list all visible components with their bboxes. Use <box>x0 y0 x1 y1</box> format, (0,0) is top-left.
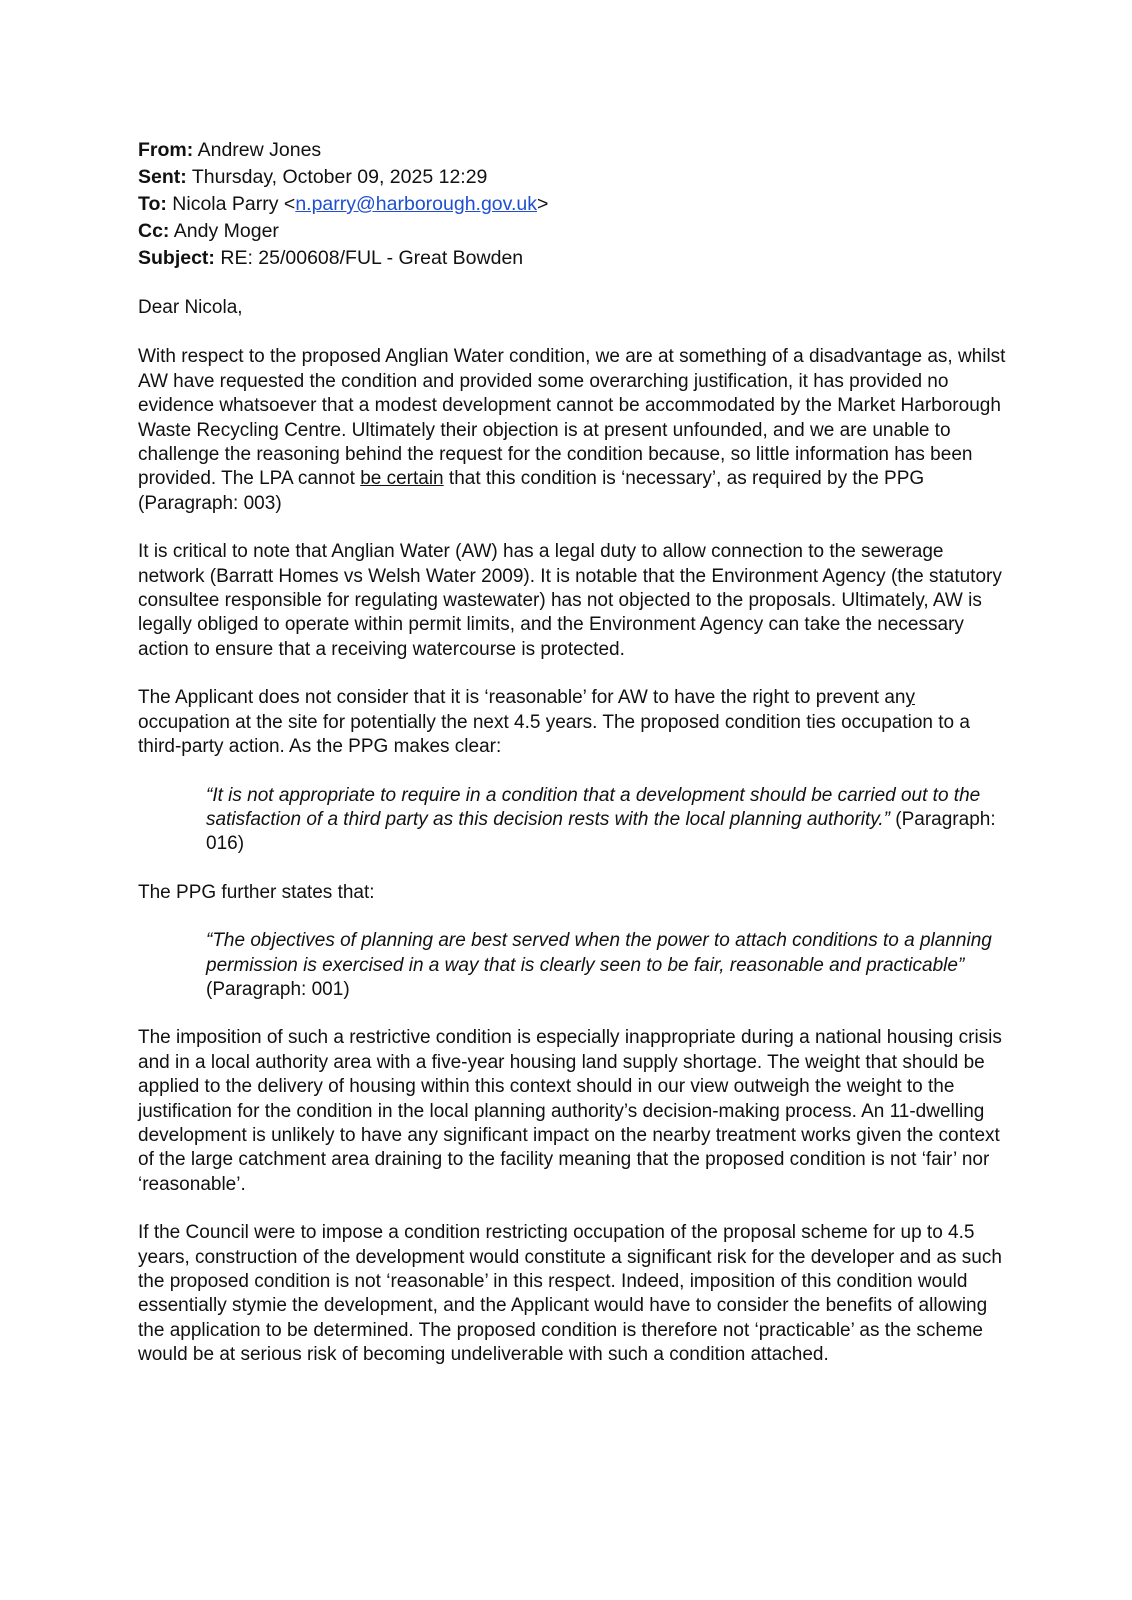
email-document <box>138 137 1008 1392</box>
para3-text-end: occupation at the site for potentially the next 4.5 years. The proposed condition ties occupation to a third-party action. As the PPG makes clear: <box>138 711 970 758</box>
sent-value: Thursday, October 09, 2025 12:29 <box>191 166 488 188</box>
sent-label: Sent: <box>138 166 187 188</box>
para1-text-start: With respect to the proposed Anglian Water condition, we are at something of a disadvantage as, whilst AW have requested the condition and provided some overarching justification, it has provided no evidence whatsoever that a modest development cannot be accommodated by the Market Harborough Waste Recycling Centre. Ultimately their objection is at present unfounded, and we are unable to challenge the reasoning behind the request for the condition because, so little information has been provided. The LPA cannot <box>138 346 1006 490</box>
from-line <box>138 137 1008 164</box>
paragraph-legal-duty: It is critical to note that Anglian Water (AW) has a legal duty to allow connection to the sewerage network (Barratt Homes vs Welsh Water 2009). It is notable that the Environment Agency (the statutory consultee responsible for regulating wastewater) has not objected to the proposals. Ultimately, AW is legally obliged to operate within permit limits, and the Environment Agency can take the necessary action to ensure that a receiving watercourse is protected. <box>138 541 1002 660</box>
subject-line <box>138 245 1008 272</box>
paragraph-housing-crisis: The imposition of such a restrictive condition is especially inappropriate during a national housing crisis and in a local authority area with a five-year housing land supply shortage. The weight that should be applied to the delivery of housing within this context should in our view outweigh the weight to the justification for the condition in the local planning authority’s decision-making process. An 11-dwelling development is unlikely to have any significant impact on the nearby treatment works given the context of the large catchment area draining to the facility meaning that the proposed condition is not ‘fair’ nor ‘reasonable’. <box>138 1027 1002 1195</box>
from-label: From: <box>138 139 194 161</box>
to-close-bracket: > <box>536 193 549 215</box>
paragraph-reasonable <box>138 686 1008 759</box>
greeting: Dear Nicola, <box>138 297 243 318</box>
para1-text-end: that this condition is ‘necessary’, as required by the PPG (Paragraph: 003) <box>138 468 925 514</box>
cc-label: Cc: <box>138 220 170 242</box>
para1-underlined: be certain <box>360 468 444 490</box>
para3-underlined: y <box>905 687 915 709</box>
cc-value: Andy Moger <box>173 220 279 242</box>
cc-line <box>138 218 1008 245</box>
sent-line <box>138 164 1008 191</box>
quote1-text: “It is not appropriate to require in a condition that a development should be carried out to the satisfaction of a third party as this decision rests with the local planning authority.” <box>206 784 981 830</box>
quote-third-party <box>206 784 996 857</box>
quote-objectives <box>206 929 996 1002</box>
quote1-reference: (Paragraph: 016) <box>206 808 996 855</box>
quote2-reference: (Paragraph: 001) <box>206 978 350 1000</box>
to-email-link[interactable]: n.parry@harborough.gov.uk <box>295 193 537 215</box>
quote2-text: “The objectives of planning are best served when the power to attach conditions to a planning permission is exercised in a way that is clearly seen to be fair, reasonable and practicable” <box>206 930 992 976</box>
paragraph-ppg-further: The PPG further states that: <box>138 881 375 903</box>
paragraph-necessity <box>138 345 1008 516</box>
to-name: Nicola Parry <box>172 193 279 215</box>
email-header <box>138 137 1008 272</box>
from-value: Andrew Jones <box>197 139 322 161</box>
subject-label: Subject: <box>138 247 215 269</box>
to-label: To: <box>138 193 167 215</box>
subject-value: RE: 25/00608/FUL - Great Bowden <box>220 247 524 269</box>
para3-text-start: The Applicant does not consider that it is ‘reasonable’ for AW to have the right to prevent an <box>138 687 906 709</box>
to-open-bracket: < <box>283 193 296 215</box>
paragraph-risk: If the Council were to impose a condition restricting occupation of the proposal scheme for up to 4.5 years, construction of the development would constitute a significant risk for the developer and as such the proposed condition is not ‘reasonable’ in this respect. Indeed, imposition of this condition would essentially stymie the development, and the Applicant would have to consider the benefits of allowing the application to be determined. The proposed condition is therefore not ‘practicable’ as the scheme would be at serious risk of becoming undeliverable with such a condition attached. <box>138 1222 1002 1366</box>
to-line <box>138 191 1008 218</box>
email-body <box>138 296 1008 1368</box>
